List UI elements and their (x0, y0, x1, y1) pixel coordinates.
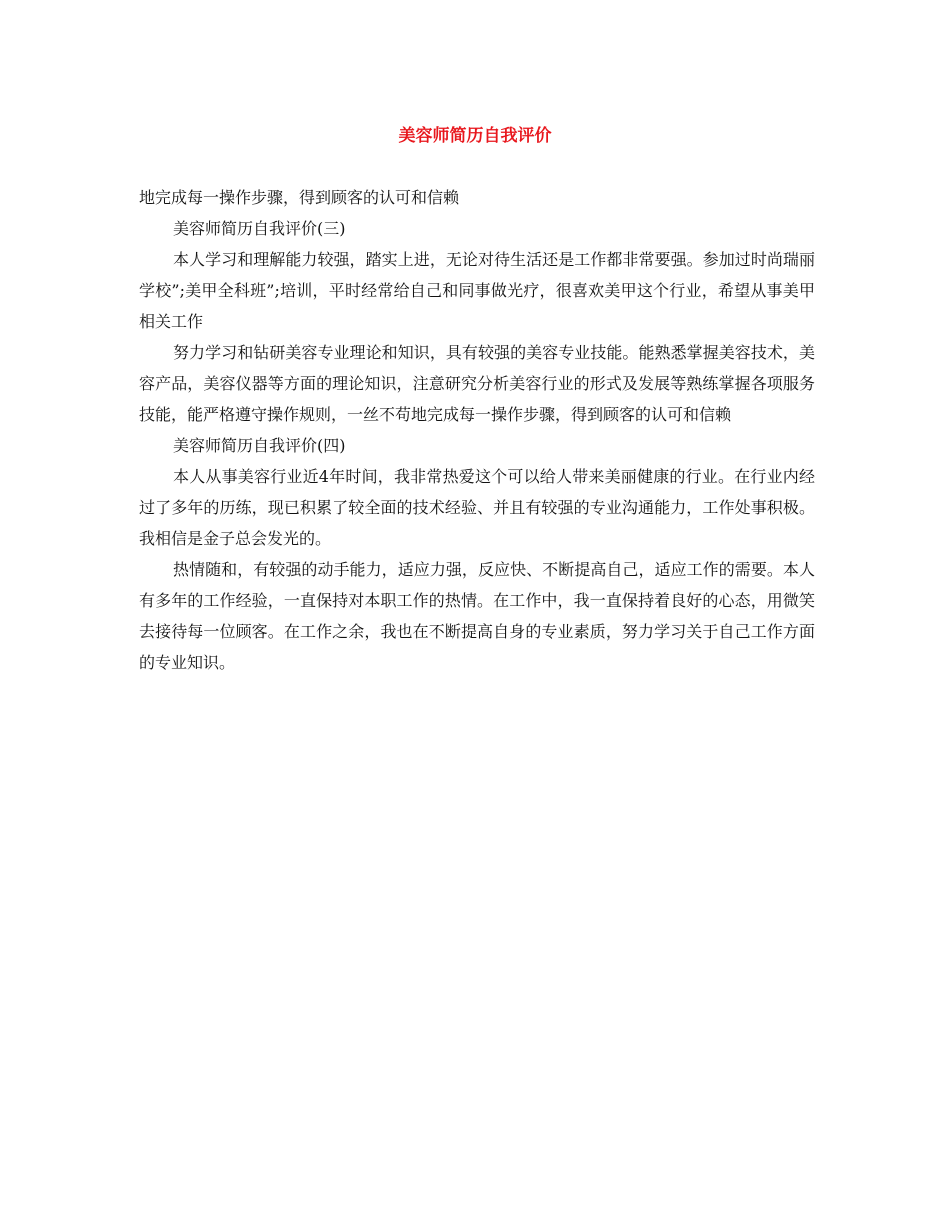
document-title: 美容师简历自我评价 (398, 126, 552, 146)
paragraph-3: 本人学习和理解能力较强，踏实上进，无论对待生活还是工作都非常要强。参加过时尚瑞丽学校”;美甲全科班”;培训，平时经常给自己和同事做光疗，很喜欢美甲这个行业，希望从事美甲相关工作 (139, 250, 815, 331)
section-heading-3: 美容师简历自我评价(三) (173, 219, 346, 238)
paragraph-1: 地完成每一操作步骤，得到顾客的认可和信赖 (139, 188, 460, 207)
paragraph-4: 努力学习和钻研美容专业理论和知识，具有较强的美容专业技能。能熟悉掌握美容技术，美容产品，美容仪器等方面的理论知识，注意研究分析美容行业的形式及发展等熟练掌握各项服务技能，能严格遵守操作规则，一丝不苟地完成每一操作步骤，得到顾客的认可和信赖 (139, 343, 815, 424)
paragraph-6: 本人从事美容行业近4年时间，我非常热爱这个可以给人带来美丽健康的行业。在行业内经过了多年的历练，现已积累了较全面的技术经验、并且有较强的专业沟通能力，工作处事积极。我相信是金子总会发光的。 (139, 467, 815, 548)
paragraph-7: 热情随和，有较强的动手能力，适应力强，反应快、不断提高自己，适应工作的需要。本人有多年的工作经验，一直保持对本职工作的热情。在工作中，我一直保持着良好的心态，用微笑去接待每一位顾客。在工作之余，我也在不断提高自身的专业素质，努力学习关于自己工作方面的专业知识。 (139, 560, 815, 672)
section-heading-4: 美容师简历自我评价(四) (173, 436, 346, 455)
document-body (139, 182, 815, 678)
